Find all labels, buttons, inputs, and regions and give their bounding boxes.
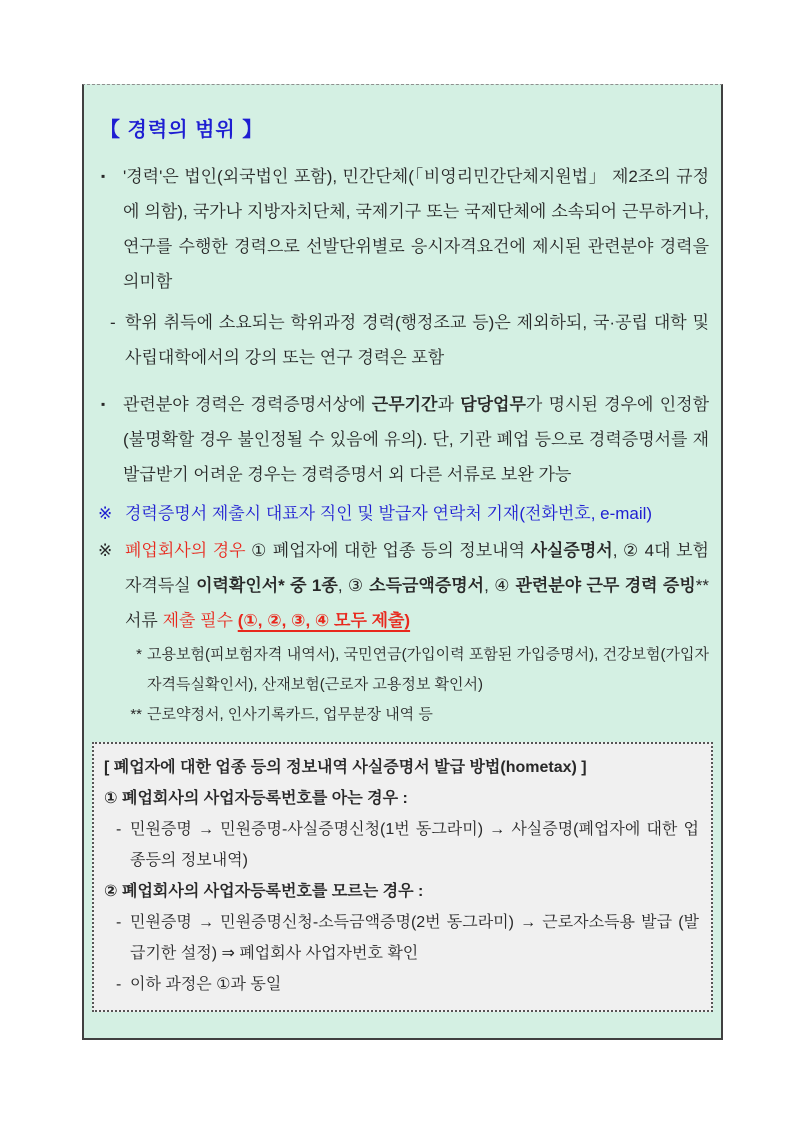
double-asterisk-marker: ** bbox=[130, 706, 142, 723]
note-closed-company bbox=[98, 533, 709, 638]
text-run: , ② 4대 보험 자격득실 bbox=[125, 541, 709, 595]
hometax-case1-step-text: 민원증명 → 민원증명-사실증명신청(1번 동그라미) → 사실증명(폐업자에 대한 업종등의 정보내역) bbox=[130, 821, 699, 869]
dash-marker: - bbox=[110, 313, 116, 332]
footnote-double-star-text: 근로약정서, 인사기록카드, 업무분장 내역 등 bbox=[147, 706, 433, 723]
asterisk-marker: * bbox=[136, 646, 142, 663]
reference-mark-icon: ※ bbox=[98, 541, 113, 560]
hometax-guide-box bbox=[92, 742, 713, 1012]
section-title: 【 경력의 범위 】 bbox=[100, 119, 264, 141]
note-contact-text: 경력증명서 제출시 대표자 직인 및 발급자 연락처 기재(전화번호, e-mail) bbox=[125, 504, 653, 523]
footnote-single-star bbox=[122, 640, 709, 700]
square-bullet-icon: ▪ bbox=[101, 397, 106, 411]
square-bullet-icon: ▪ bbox=[101, 169, 106, 183]
hometax-case2-heading: ② 폐업회사의 사업자등록번호를 모르는 경우 : bbox=[104, 883, 424, 900]
bold-run-income-certificate: 소득금액증명서 bbox=[369, 576, 485, 595]
text-run: 과 bbox=[437, 395, 461, 414]
bold-run-fact-certificate: 사실증명서 bbox=[530, 541, 613, 560]
hometax-case2-step-1 bbox=[116, 907, 699, 969]
note-closed-company-text bbox=[125, 533, 709, 638]
bold-run-duties: 담당업무 bbox=[460, 395, 526, 414]
bold-run-career-evidence: 관련분야 근무 경력 증빙 bbox=[515, 576, 696, 595]
bold-run-work-period: 근무기간 bbox=[371, 395, 438, 414]
hometax-case2-step2-text: 이하 과정은 ①과 동일 bbox=[130, 976, 282, 993]
degree-exclusion-text: 학위 취득에 소요되는 학위과정 경력(행정조교 등)은 제외하되, 국·공립 대학 및 사립대학에서의 강의 또는 연구 경력은 포함 bbox=[125, 313, 709, 367]
text-run: , ④ bbox=[484, 576, 516, 595]
dash-marker: - bbox=[116, 821, 122, 838]
text-run: , ③ bbox=[337, 576, 370, 595]
dash-marker: - bbox=[116, 914, 122, 931]
red-run-closed-company: 폐업회사의 경우 bbox=[125, 541, 252, 560]
hometax-guide-title: [ 폐업자에 대한 업종 등의 정보내역 사실증명서 발급 방법(hometax) ] bbox=[104, 759, 587, 776]
dash-marker: - bbox=[116, 976, 122, 993]
reference-mark-icon: ※ bbox=[98, 504, 113, 523]
career-scope-box bbox=[82, 84, 723, 1040]
hometax-case2-step-2 bbox=[116, 969, 699, 1000]
bullet-item-certificate-requirement bbox=[98, 387, 709, 492]
hometax-case1-step bbox=[116, 814, 699, 876]
certificate-requirement-text bbox=[123, 387, 709, 492]
text-run: 가 명시된 경우에 인정함 (불명확할 경우 불인정될 수 있음에 유의). 단, 기관 폐업 등으로 경력증명서를 재발급받기 어려운 경우는 경력증명서 외 다른 서류로 보완 가능 bbox=[123, 395, 709, 484]
red-underline-run-all-submit: (①, ②, ③, ④ 모두 제출) bbox=[237, 611, 411, 630]
hometax-case1-heading: ① 폐업회사의 사업자등록번호를 아는 경우 : bbox=[104, 790, 408, 807]
bold-run-history-confirmation: 이력확인서* 중 1종 bbox=[196, 576, 338, 595]
text-run: ① 폐업자에 대한 업종 등의 정보내역 bbox=[251, 541, 531, 560]
bullet-item-career-definition bbox=[98, 159, 709, 299]
career-definition-text: '경력'은 법인(외국법인 포함), 민간단체(「비영리민간단체지원법」 제2조의 규정에 의함), 국가나 지방자치단체, 국제기구 또는 국제단체에 소속되어 근무하거나, 연구를 수행한 경력으로 선발단위별로 응시자격요건에 제시된 관련분야 경력을 의미함 bbox=[123, 167, 709, 291]
sub-item-degree-exclusion bbox=[110, 305, 709, 375]
note-contact-info bbox=[98, 496, 709, 531]
text-run: **서류 bbox=[125, 576, 709, 630]
footnote-double-star bbox=[122, 700, 709, 730]
hometax-case2-step1-text: 민원증명 → 민원증명신청-소득금액증명(2번 동그라미) → 근로자소득용 발급 (발급기한 설정) ⇒ 폐업회사 사업자번호 확인 bbox=[130, 914, 699, 962]
red-run-submission-required: 제출 필수 bbox=[162, 611, 238, 630]
footnote-single-star-text: 고용보험(피보험자격 내역서), 국민연금(가입이력 포함된 가입증명서), 건강보험(가입자 자격득실확인서), 산재보험(근로자 고용정보 확인서) bbox=[147, 646, 709, 693]
text-run: 관련분야 경력은 경력증명서상에 bbox=[123, 395, 372, 414]
